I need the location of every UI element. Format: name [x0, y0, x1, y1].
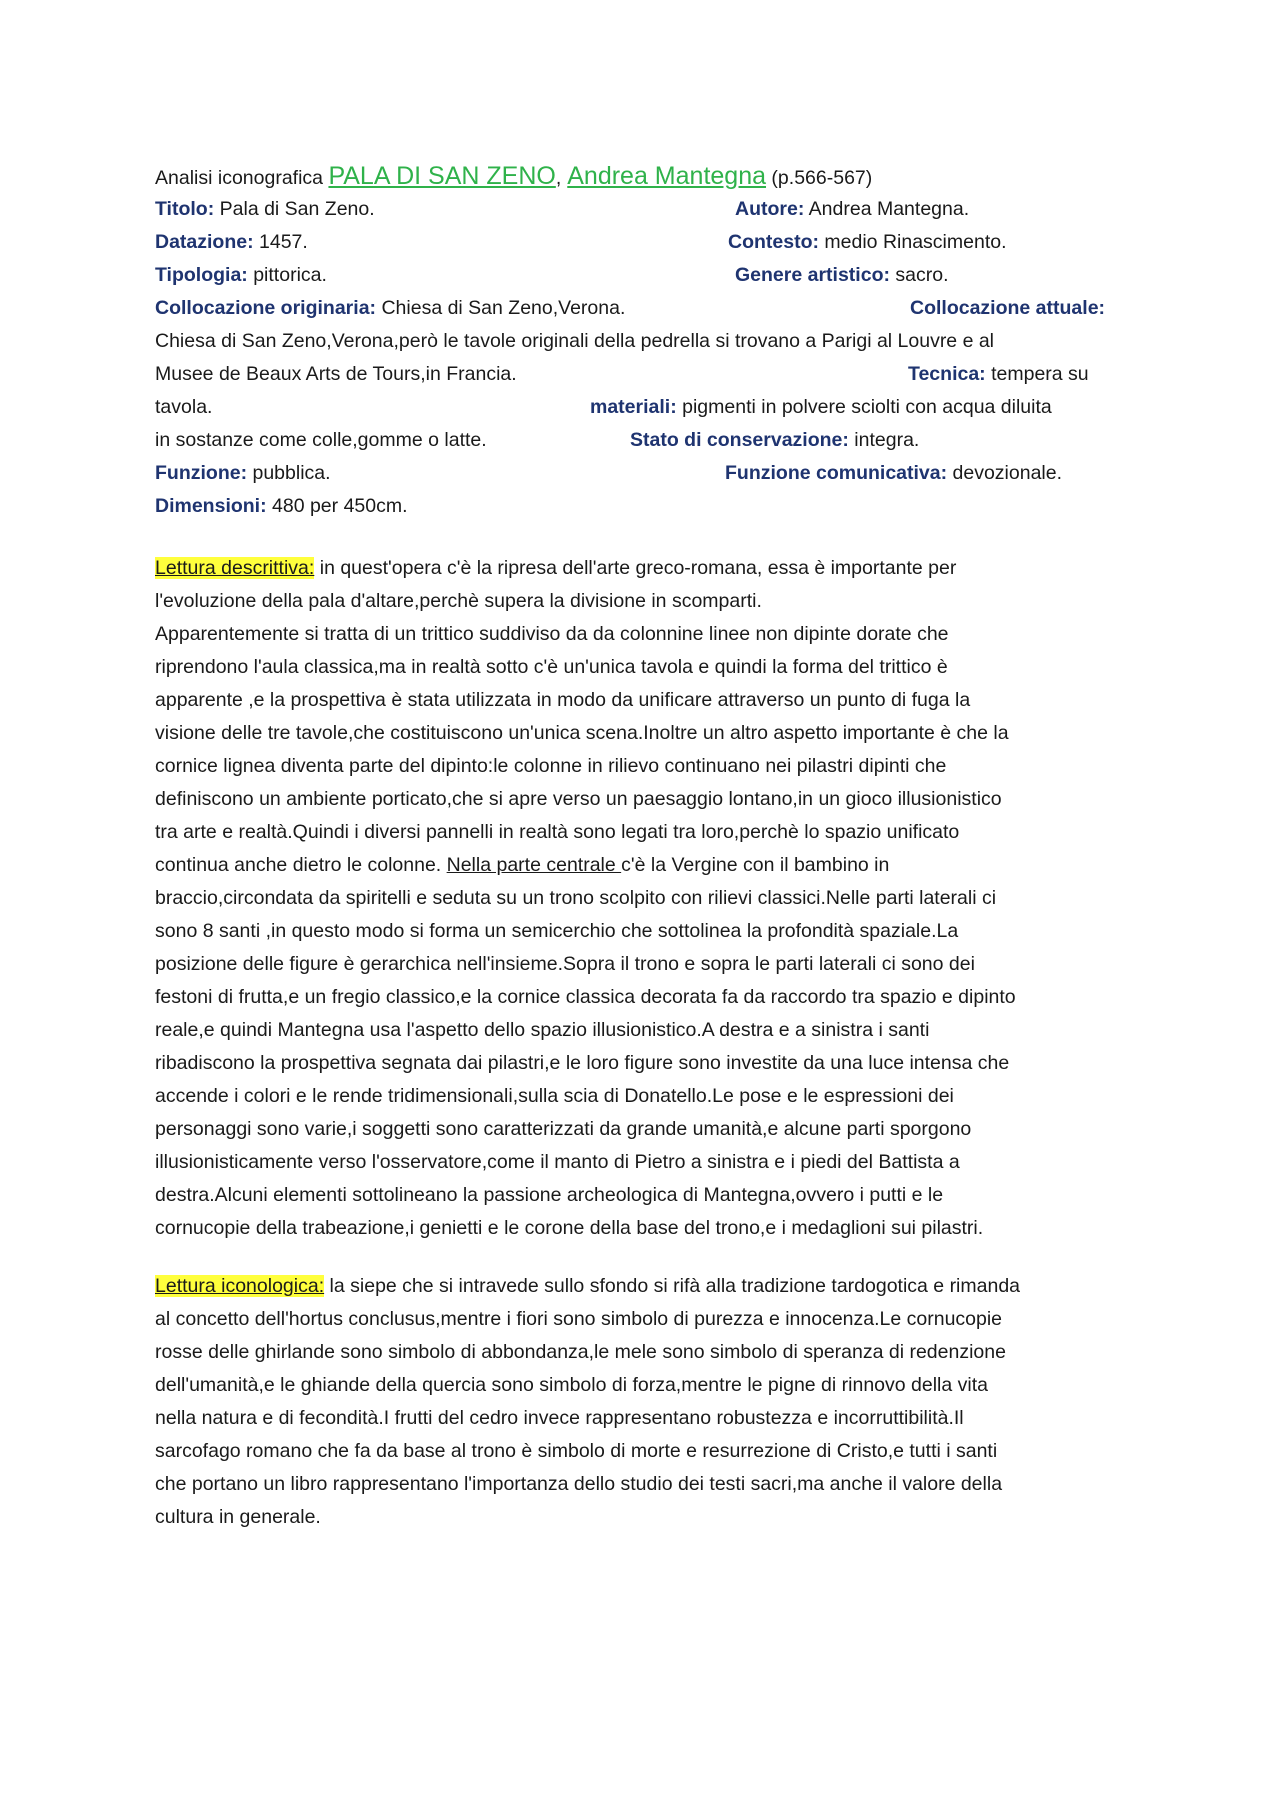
lettura-descrittiva-line: l'evoluzione della pala d'altare,perchè supera la divisione in scomparti. [155, 590, 762, 612]
lettura-descrittiva-line: apparente ,e la prospettiva è stata utilizzata in modo da unificare attraverso un punto di fuga la [155, 689, 971, 711]
autore-label: Autore: [735, 198, 805, 220]
tecnica-value-2: tavola. [155, 396, 213, 418]
stato-value: integra. [848, 429, 920, 451]
titolo-value: Pala di San Zeno. [214, 198, 375, 220]
dimensioni-label: Dimensioni: [155, 495, 267, 517]
tecnica-label: Tecnica: [908, 363, 986, 385]
title-separator: , [555, 167, 562, 189]
scheda-row-titolo [155, 193, 375, 226]
lettura-descrittiva-line: Apparentemente si tratta di un trittico suddiviso da da colonnine linee non dipinte dorate che [155, 623, 949, 645]
datazione-label: Datazione: [155, 231, 254, 253]
title-author-link[interactable]: Andrea Mantegna [567, 162, 767, 190]
funzione-label: Funzione: [155, 462, 248, 484]
lettura-iconologica-line: rosse delle ghirlande sono simbolo di abbondanza,le mele sono simbolo di speranza di redenzione [155, 1341, 1006, 1363]
lettura-iconologica-line: sarcofago romano che fa da base al trono è simbolo di morte e resurrezione di Cristo,e tutti i santi [155, 1440, 998, 1462]
scheda-row-genere [735, 259, 949, 292]
scheda-row-funzione-comunicativa [725, 457, 1062, 490]
scheda-row-dimensioni [155, 490, 408, 523]
coll-att-line-2: Musee de Beaux Arts de Tours,in Francia. [155, 363, 517, 385]
lettura-descrittiva-line: festoni di frutta,e un fregio classico,e la cornice classica decorata fa da raccordo tra spazio e dipinto [155, 986, 1016, 1008]
lettura-descrittiva-line: accende i colori e le rende tridimensionali,sulla scia di Donatello.Le pose e le espressioni dei [155, 1085, 954, 1107]
lettura-descrittiva-line: sono 8 santi ,in questo modo si forma un semicerchio che sottolinea la profondità spaziale.La [155, 920, 959, 942]
genere-value: sacro. [889, 264, 949, 286]
tipologia-value: pittorica. [247, 264, 327, 286]
tecnica-value: tempera su [985, 363, 1089, 385]
materiali-value-2: in sostanze come colle,gomme o latte. [155, 429, 487, 451]
scheda-row-stato [630, 424, 919, 457]
lettura-descrittiva-line: destra.Alcuni elementi sottolineano la passione archeologica di Mantegna,ovvero i putti e le [155, 1184, 944, 1206]
scheda-row-datazione [155, 226, 308, 259]
lettura-descrittiva-line: illusionisticamente verso l'osservatore,come il manto di Pietro a sinistra e i piedi del Battista a [155, 1151, 960, 1173]
lettura-descrittiva-line: tra arte e realtà.Quindi i diversi pannelli in realtà sono legati tra loro,perchè lo spazio unificato [155, 821, 960, 843]
document-title [155, 160, 872, 193]
lettura-descrittiva-line: riprendono l'aula classica,ma in realtà sotto c'è un'unica tavola e quindi la forma del trittico è [155, 656, 948, 678]
lettura-descrittiva-line: continua anche dietro le colonne. Nella parte centrale c'è la Vergine con il bambino in [155, 854, 890, 876]
materiali-value: pigmenti in polvere sciolti con acqua diluita [676, 396, 1052, 418]
scheda-row-contesto [728, 226, 1007, 259]
lettura-descrittiva-line: braccio,circondata da spiritelli e seduta su un trono scolpito con rilievi classici.Nelle parti laterali ci [155, 887, 997, 909]
scheda-row-collocazione-attuale [910, 292, 1105, 325]
coll-orig-label: Collocazione originaria: [155, 297, 377, 319]
datazione-value: 1457. [253, 231, 308, 253]
tipologia-label: Tipologia: [155, 264, 248, 286]
lettura-iconologica-line: che portano un libro rappresentano l'importanza dello studio dei testi sacri,ma anche il valore della [155, 1473, 1003, 1495]
scheda-row-tecnica [908, 358, 1089, 391]
lettura-descrittiva-line: posizione delle figure è gerarchica nell'insieme.Sopra il trono e sopra le parti laterali ci sono dei [155, 953, 975, 975]
lettura-iconologica-line: nella natura e di fecondità.I frutti del cedro invece rappresentano robustezza e incorruttibilità.Il [155, 1407, 964, 1429]
contesto-value: medio Rinascimento. [819, 231, 1007, 253]
title-work-link[interactable]: PALA DI SAN ZENO [328, 162, 556, 190]
lettura-descrittiva-line: cornucopie della trabeazione,i genietti e le corone della base del trono,e i medaglioni sui pilastri. [155, 1217, 984, 1239]
lettura-descrittiva-label: Lettura descrittiva: [155, 557, 315, 579]
materiali-label: materiali: [590, 396, 677, 418]
underlined-phrase: Nella parte centrale [446, 854, 622, 876]
title-prefix: Analisi iconografica [155, 167, 329, 189]
genere-label: Genere artistico: [735, 264, 890, 286]
title-pages: (p.566-567) [766, 167, 873, 189]
titolo-label: Titolo: [155, 198, 215, 220]
lettura-descrittiva-line: definiscono un ambiente porticato,che si apre verso un paesaggio lontano,in un gioco illusionistico [155, 788, 1002, 810]
lettura-iconologica-line: Lettura iconologica: la siepe che si intravede sullo sfondo si rifà alla tradizione tardogotica e rimanda [155, 1275, 1021, 1297]
coll-orig-value: Chiesa di San Zeno,Verona. [376, 297, 626, 319]
lettura-descrittiva-line: reale,e quindi Mantegna usa l'aspetto dello spazio illusionistico.A destra e a sinistra i santi [155, 1019, 930, 1041]
scheda-row-materiali [590, 391, 1052, 424]
contesto-label: Contesto: [728, 231, 819, 253]
lettura-descrittiva-line: visione delle tre tavole,che costituiscono un'unica scena.Inoltre un altro aspetto importante è che la [155, 722, 1009, 744]
stato-label: Stato di conservazione: [630, 429, 849, 451]
lettura-descrittiva-line: Lettura descrittiva: in quest'opera c'è la ripresa dell'arte greco-romana, essa è importante per [155, 557, 957, 579]
lettura-descrittiva-line: ribadiscono la prospettiva segnata dai pilastri,e le loro figure sono investite da una luce intensa che [155, 1052, 1010, 1074]
scheda-row-collocazione-originaria [155, 292, 625, 325]
funzione-com-value: devozionale. [947, 462, 1063, 484]
coll-att-line-1: Chiesa di San Zeno,Verona,però le tavole originali della pedrella si trovano a Parigi al Louvre e al [155, 330, 995, 352]
lettura-descrittiva-line: cornice lignea diventa parte del dipinto:le colonne in rilievo continuano nei pilastri dipinti che [155, 755, 947, 777]
scheda-row-autore [735, 193, 969, 226]
lettura-iconologica-line: al concetto dell'hortus conclusus,mentre i fiori sono simbolo di purezza e innocenza.Le cornucopie [155, 1308, 1003, 1330]
scheda-row-tipologia [155, 259, 327, 292]
lettura-iconologica-line: cultura in generale. [155, 1506, 321, 1528]
dimensioni-value: 480 per 450cm. [266, 495, 408, 517]
autore-value: Andrea Mantegna. [804, 198, 970, 220]
coll-att-label: Collocazione attuale: [910, 297, 1106, 319]
lettura-iconologica-line: dell'umanità,e le ghiande della quercia sono simbolo di forza,mentre le pigne di rinnovo della vita [155, 1374, 988, 1396]
funzione-com-label: Funzione comunicativa: [725, 462, 948, 484]
lettura-descrittiva-line: personaggi sono varie,i soggetti sono caratterizzati da grande umanità,e alcune parti sporgono [155, 1118, 972, 1140]
lettura-iconologica-label: Lettura iconologica: [155, 1275, 325, 1297]
funzione-value: pubblica. [247, 462, 331, 484]
scheda-row-funzione [155, 457, 331, 490]
